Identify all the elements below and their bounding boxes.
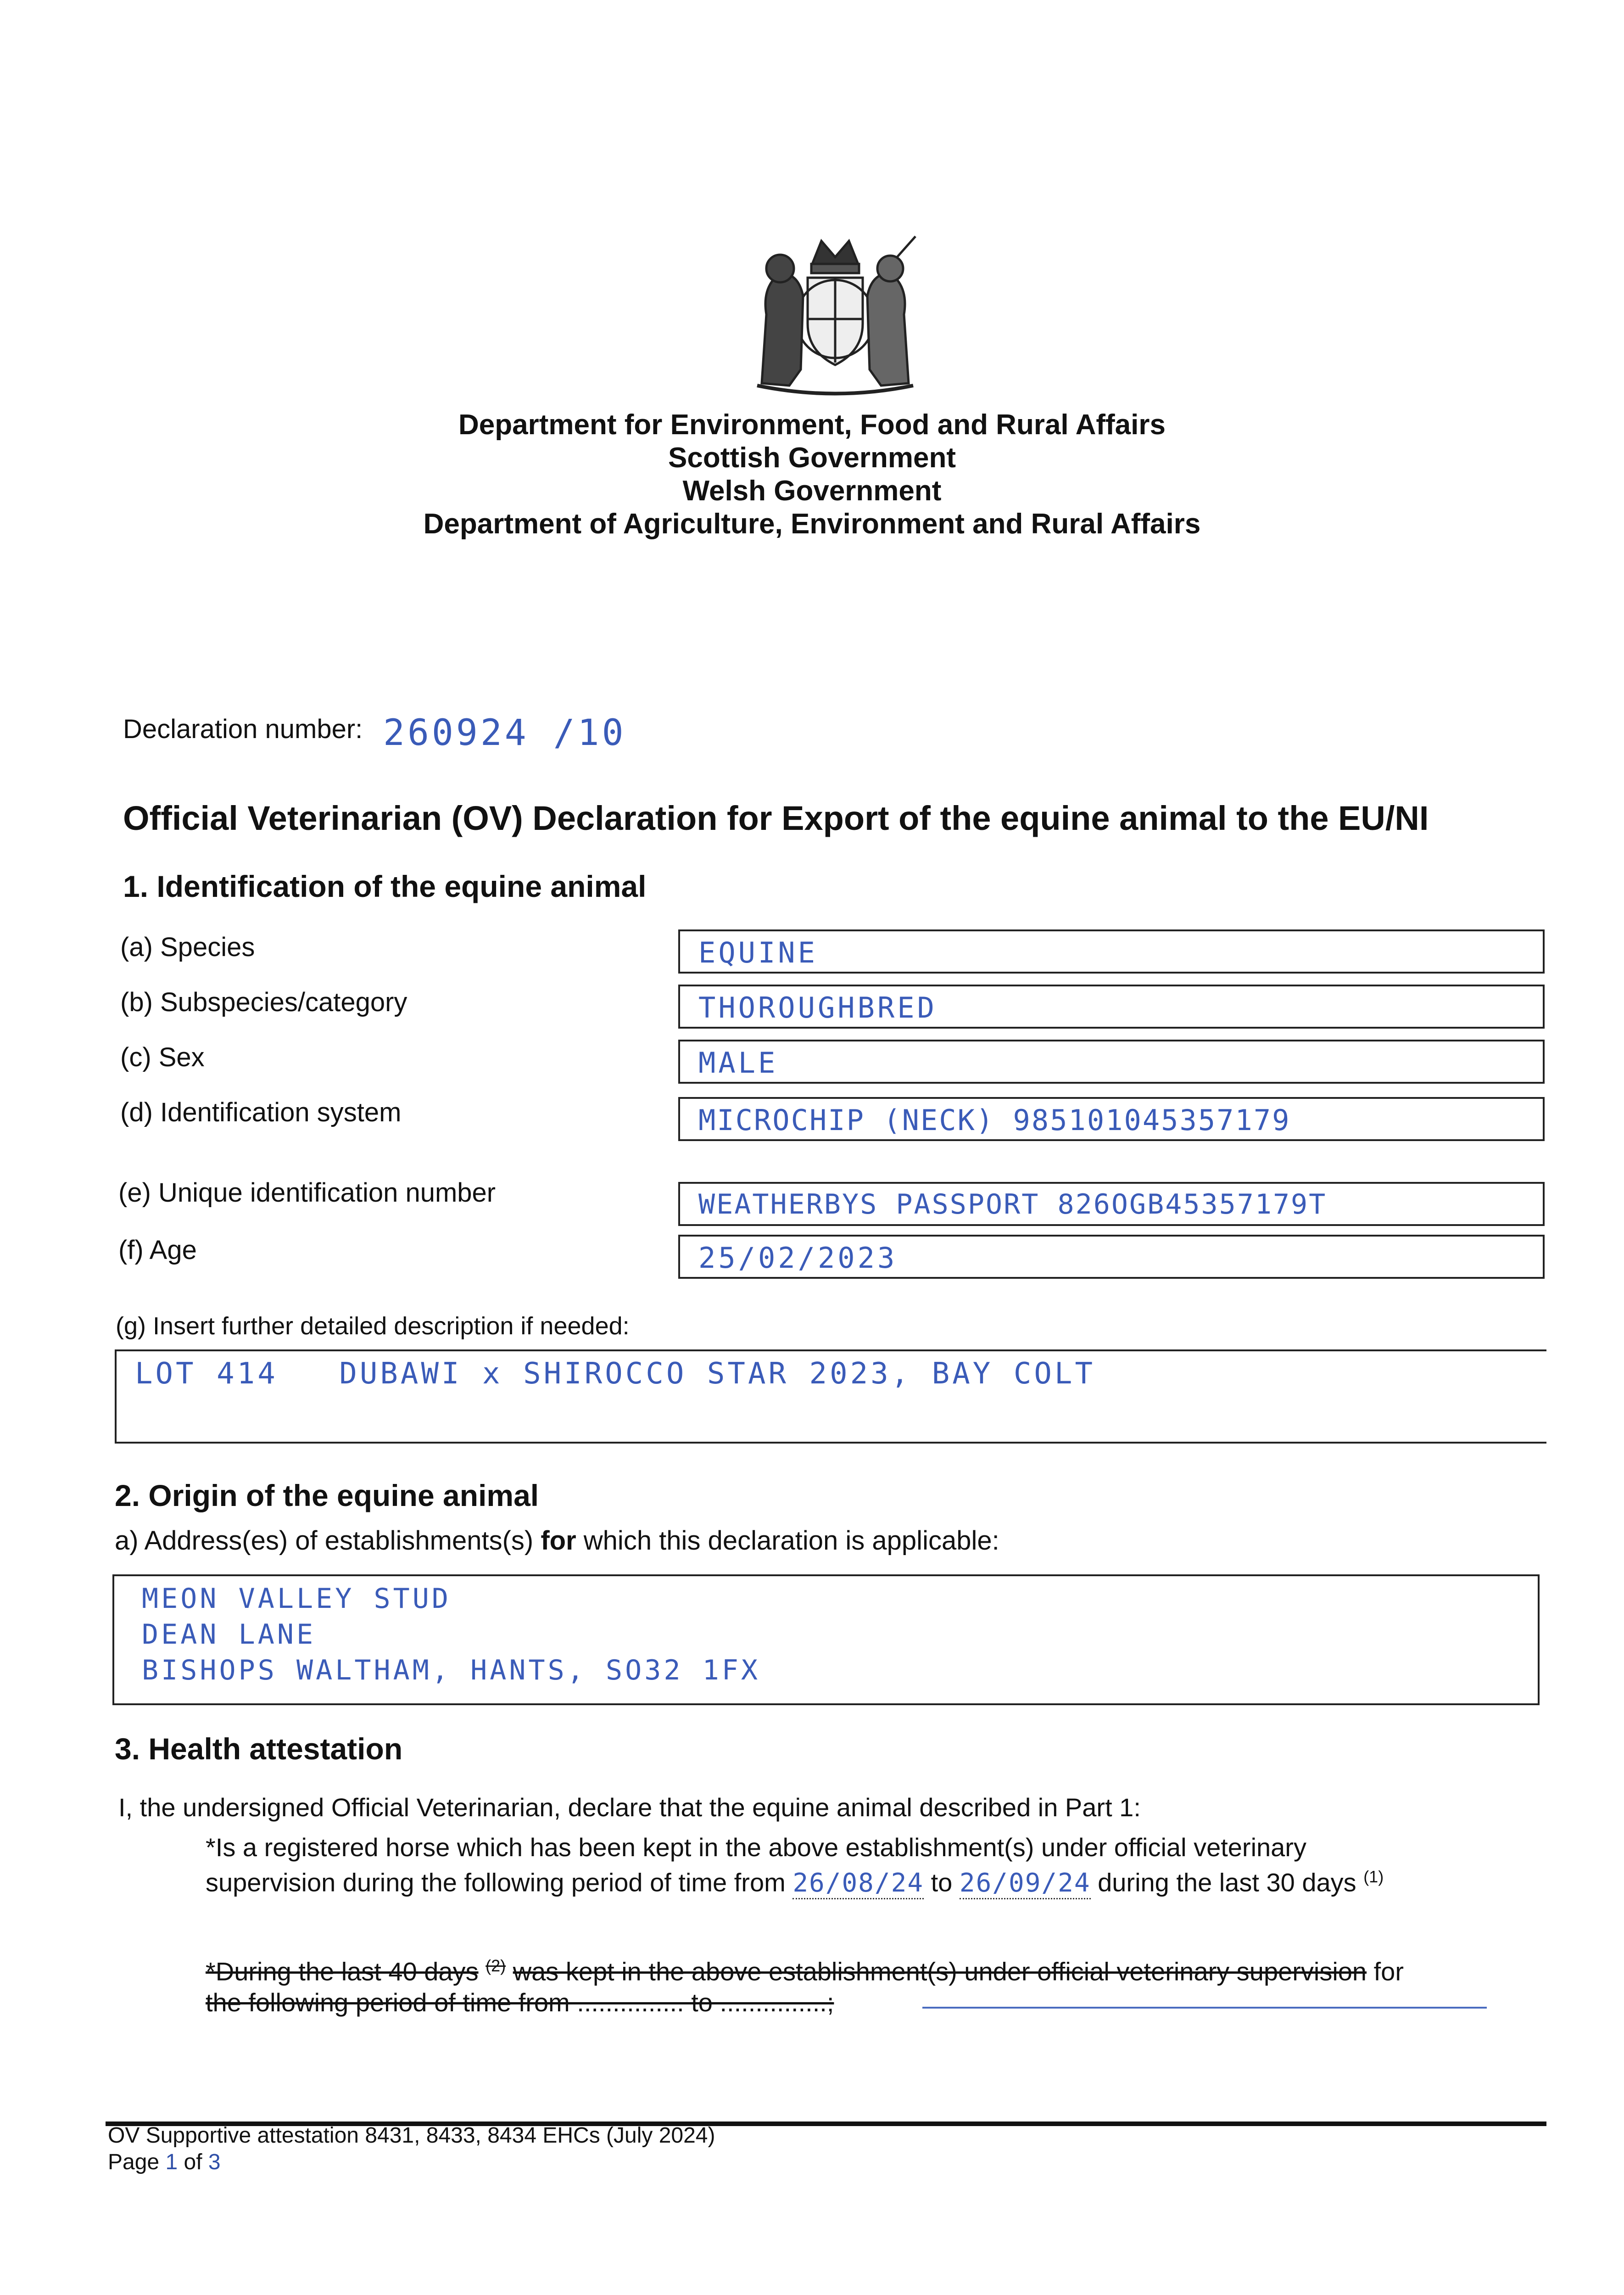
department-daera: Department of Agriculture, Environment and Rural Affairs [423,508,1201,540]
address-line-1: MEON VALLEY STUD [142,1583,451,1615]
species-value: EQUINE [698,936,818,969]
last-40-days-line-2: the following period of time from ............... to ...............; [206,1988,834,2017]
description-value: LOT 414 DUBAWI x SHIROCCO STAR 2023, BAY COLT [135,1357,1095,1391]
page-number [108,2149,221,2175]
footnote-1: (1) [1363,1867,1384,1886]
kept-establishment-text: was kept in the above establishment(s) under official veterinary supervision [513,1957,1367,1986]
field-label-species: (a) Species [120,932,255,962]
address-instruction-pre: a) Address(es) of establishments(s) [115,1526,541,1556]
sex-field[interactable] [678,1040,1545,1084]
address-instruction [115,1525,999,1556]
address-field[interactable] [112,1574,1540,1705]
page-label: Page [108,2150,160,2174]
royal-coat-of-arms-icon [734,232,936,397]
age-field[interactable] [678,1235,1545,1279]
declaration-number-value: 260924 /10 [383,712,626,754]
last-40-days-text: *During the last 40 days [206,1957,479,1986]
address-line-2: DEAN LANE [142,1618,316,1651]
page-of: of [184,2150,202,2174]
page-total: 3 [208,2150,221,2174]
subspecies-value: THOROUGHBRED [698,991,937,1024]
field-label-sex: (c) Sex [120,1042,205,1072]
handwritten-strike-line [922,2007,1487,2009]
section-3-title: 3. Health attestation [115,1732,403,1766]
unique-id-value: WEATHERBYS PASSPORT 826OGB45357179T [698,1188,1327,1220]
sex-value: MALE [698,1046,778,1080]
field-label-unique-id: (e) Unique identification number [118,1178,496,1208]
species-field[interactable] [678,929,1545,974]
for-word: for [1373,1957,1404,1986]
field-label-identification-system: (d) Identification system [120,1097,402,1127]
crest-logo [734,232,936,397]
identification-system-field[interactable] [678,1097,1545,1141]
date-to-value: 26/09/24 [960,1868,1091,1899]
identification-system-value: MICROCHIP (NECK) 985101045357179 [698,1103,1291,1137]
department-defra: Department for Environment, Food and Rural Affairs [458,409,1166,441]
health-attestation-intro: I, the undersigned Official Veterinarian, declare that the equine animal described in Part 1: [118,1793,1141,1822]
to-word: to [931,1868,953,1897]
field-label-age: (f) Age [118,1235,197,1265]
page-current: 1 [165,2150,178,2174]
section-2-title: 2. Origin of the equine animal [115,1478,539,1512]
subspecies-field[interactable] [678,985,1545,1029]
declaration-number-label: Declaration number: [123,714,363,744]
section-1-title: 1. Identification of the equine animal [123,869,647,903]
department-welsh-government: Welsh Government [682,475,942,507]
address-line-3: BISHOPS WALTHAM, HANTS, SO32 1FX [142,1654,760,1686]
footnote-2: (2) [486,1956,506,1975]
last-40-days-line-1 [206,1956,1404,1987]
registered-horse-line-1: *Is a registered horse which has been kept in the above establishment(s) under official veterinary [206,1833,1306,1862]
department-scottish-government: Scottish Government [668,442,956,474]
unique-id-field[interactable] [678,1182,1545,1226]
registered-horse-line-2 [206,1867,1384,1898]
date-from-value: 26/08/24 [792,1868,924,1899]
field-label-subspecies: (b) Subspecies/category [120,987,407,1017]
address-instruction-post: which this declaration is applicable: [576,1526,999,1556]
description-field[interactable] [115,1349,1546,1444]
supervision-period-text: supervision during the following period of time from [206,1868,786,1897]
field-label-description: (g) Insert further detailed description if needed: [116,1312,630,1340]
footer-attestation-ref: OV Supportive attestation 8431, 8433, 8434 EHCs (July 2024) [108,2123,715,2148]
address-instruction-bold: for [541,1526,576,1556]
page-title: Official Veterinarian (OV) Declaration for Export of the equine animal to the EU/NI [123,799,1429,837]
age-value: 25/02/2023 [698,1241,898,1275]
last-30-days-text: during the last 30 days [1098,1868,1356,1897]
